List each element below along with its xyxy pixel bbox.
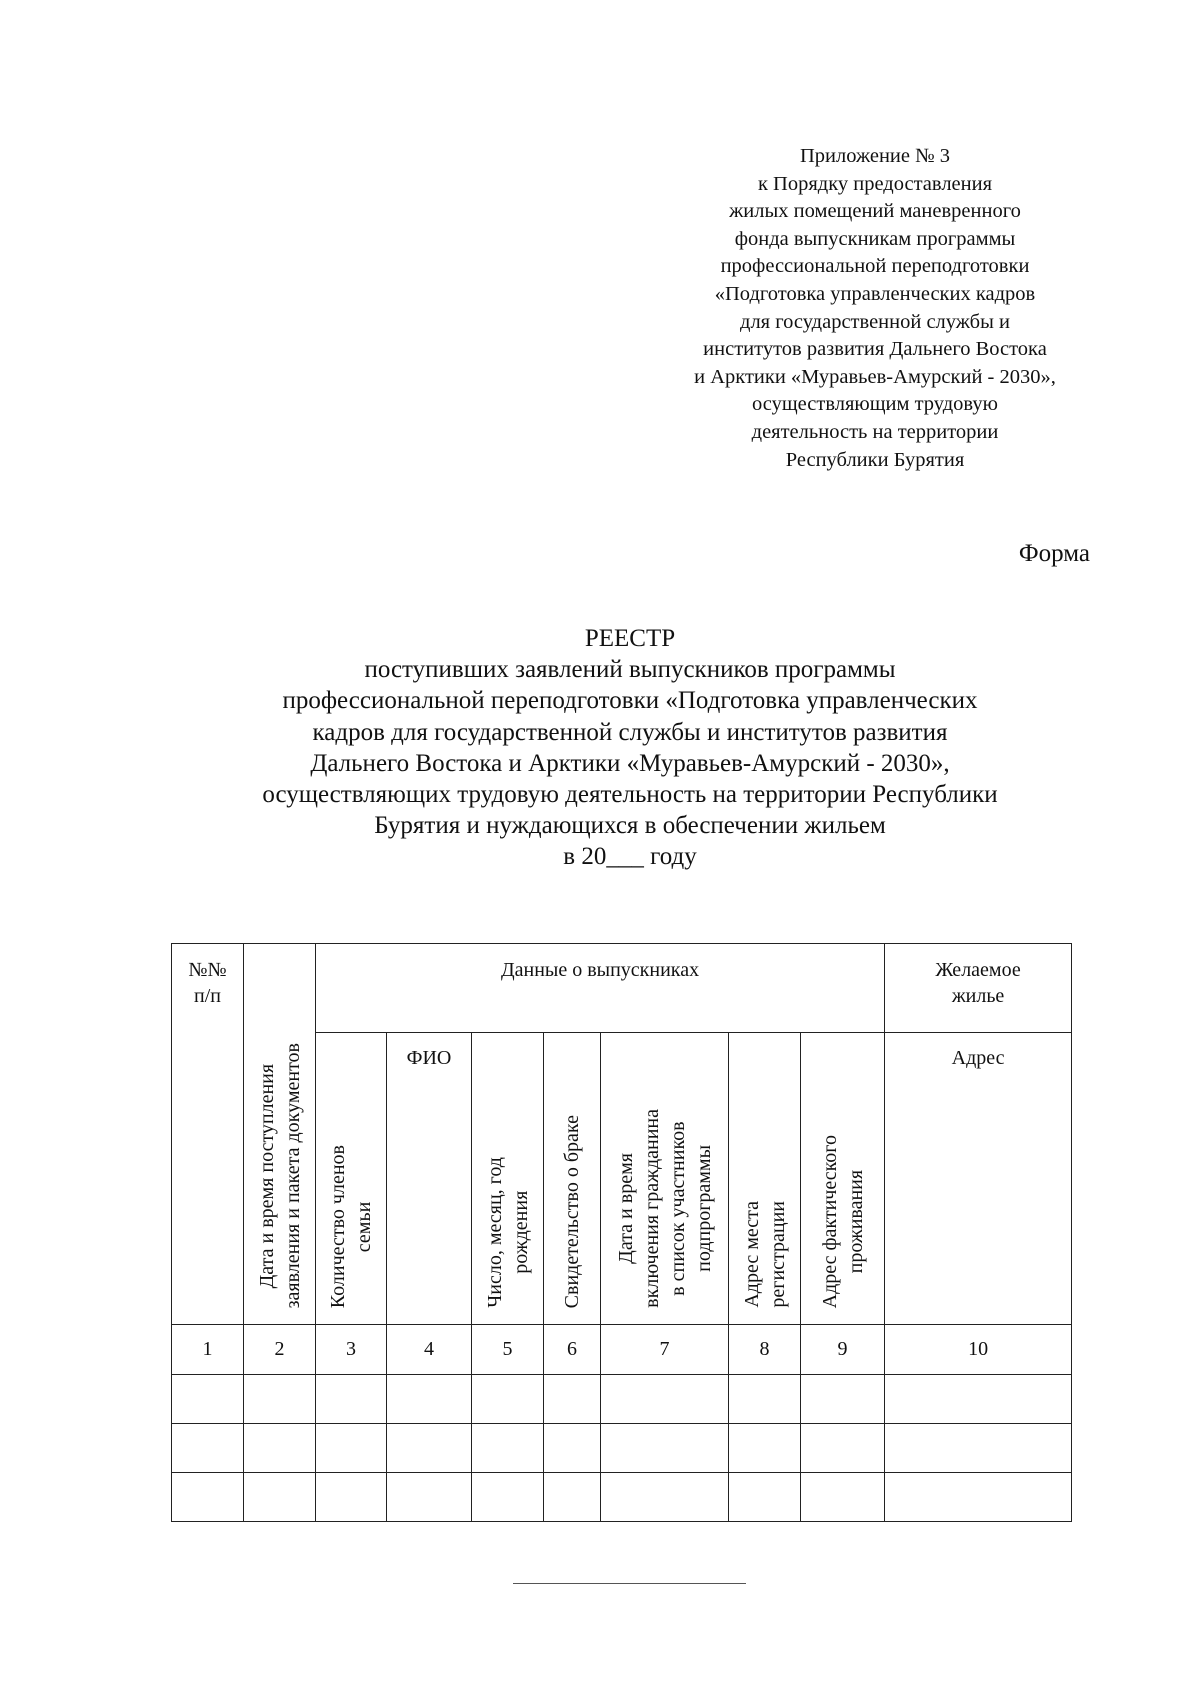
appendix-line: деятельность на территории [751, 420, 999, 443]
appendix-line: жилых помещений маневренного [729, 200, 1021, 223]
table-cell [801, 1424, 885, 1473]
table-cell [387, 1424, 472, 1473]
col-number-header [172, 944, 244, 1325]
table-cell [729, 1375, 801, 1424]
desired-housing-header [885, 944, 1072, 1033]
table-cell [387, 1473, 472, 1522]
table-row [172, 1473, 1072, 1522]
header-line: включения гражданина [640, 1109, 663, 1308]
table-cell [244, 1375, 316, 1424]
appendix-block [640, 143, 1110, 474]
title-line: осуществляющих трудовую деятельность на территории Республики [262, 781, 998, 809]
appendix-line: институтов развития Дальнего Востока [703, 338, 1047, 361]
title-line: в 20___ году [563, 843, 697, 871]
table-cell [601, 1473, 729, 1522]
table-cell [316, 1424, 387, 1473]
title-line: профессиональной переподготовки «Подготовка управленческих [282, 687, 978, 715]
appendix-line: Республики Бурятия [785, 448, 965, 471]
col-reg-address-header [729, 1033, 801, 1325]
column-numbers-row [172, 1325, 1072, 1375]
header-line: №№ [188, 959, 227, 981]
title-line: Дальнего Востока и Арктики «Муравьев-Амурский - 2030», [310, 749, 950, 777]
column-number: 7 [601, 1325, 729, 1375]
table-cell [885, 1375, 1072, 1424]
column-number: 6 [544, 1325, 601, 1375]
col-family-count-header [316, 1033, 387, 1325]
col-fio-header: ФИО [387, 1033, 472, 1325]
table-cell [472, 1424, 544, 1473]
table-cell [729, 1424, 801, 1473]
table-cell [244, 1473, 316, 1522]
footer-divider [513, 1583, 746, 1584]
form-label: Форма [1018, 540, 1090, 567]
column-number: 9 [801, 1325, 885, 1375]
table-cell [472, 1473, 544, 1522]
table-cell [801, 1473, 885, 1522]
title-line: поступивших заявлений выпускников программы [364, 656, 896, 684]
header-line: жилье [951, 985, 1005, 1007]
table-cell [387, 1375, 472, 1424]
col-inclusion-header [601, 1033, 729, 1325]
header-line: Желаемое [935, 959, 1021, 981]
header-line: Адрес места [740, 1201, 763, 1308]
header-line: Дата и время [614, 1153, 637, 1264]
column-number: 5 [472, 1325, 544, 1375]
col-address-header: Адрес [885, 1033, 1072, 1325]
appendix-line: и Арктики «Муравьев-Амурский - 2030», [694, 365, 1056, 388]
table-cell [244, 1424, 316, 1473]
graduates-data-header: Данные о выпускниках [316, 944, 885, 1033]
table-cell [172, 1424, 244, 1473]
registry-table [171, 943, 1072, 1522]
table-cell [544, 1375, 601, 1424]
appendix-line: «Подготовка управленческих кадров [714, 282, 1036, 305]
col-marriage-header [544, 1033, 601, 1325]
title-line: Бурятия и нуждающихся в обеспечении жильем [374, 812, 886, 840]
document-title [150, 623, 1110, 873]
header-line: Дата и время поступления [255, 1063, 278, 1288]
header-line: Число, месяц, год [483, 1157, 506, 1308]
appendix-line: профессиональной переподготовки [720, 255, 1030, 278]
table-row [172, 1424, 1072, 1473]
header-line: подпрограммы [692, 1145, 715, 1273]
header-line: п/п [194, 985, 221, 1007]
header-line: Свидетельство о браке [561, 1114, 583, 1308]
header-line: Количество членов [327, 1144, 349, 1308]
header-line: Адрес фактического [818, 1134, 841, 1308]
appendix-line: фонда выпускникам программы [734, 227, 1016, 250]
col-actual-address-header [801, 1033, 885, 1325]
table-cell [601, 1424, 729, 1473]
table-cell [472, 1375, 544, 1424]
appendix-line: для государственной службы и [740, 310, 1010, 333]
header-line: проживания [844, 1169, 867, 1274]
title-line: кадров для государственной службы и институтов развития [312, 718, 948, 746]
column-number: 1 [172, 1325, 244, 1375]
column-number: 2 [244, 1325, 316, 1375]
header-line: заявления и пакета документов [281, 1042, 304, 1308]
column-number: 4 [387, 1325, 472, 1375]
appendix-line: Приложение № 3 [799, 145, 951, 167]
table-row [172, 1375, 1072, 1424]
header-line: регистрации [766, 1201, 789, 1308]
table-cell [172, 1375, 244, 1424]
column-number: 10 [885, 1325, 1072, 1375]
table-cell [316, 1375, 387, 1424]
table-cell [601, 1375, 729, 1424]
header-line: семьи [353, 1201, 375, 1252]
col-date-received-header [244, 944, 316, 1325]
table-cell [729, 1473, 801, 1522]
table-cell [544, 1473, 601, 1522]
table-cell [544, 1424, 601, 1473]
table-cell [172, 1473, 244, 1522]
header-line: рождения [509, 1191, 532, 1275]
header-line: в список участников [666, 1121, 689, 1296]
column-number: 3 [316, 1325, 387, 1375]
appendix-line: к Порядку предоставления [757, 172, 993, 195]
column-number: 8 [729, 1325, 801, 1375]
table-cell [885, 1424, 1072, 1473]
table-cell [801, 1375, 885, 1424]
appendix-line: осуществляющим трудовую [752, 393, 998, 416]
table-cell [316, 1473, 387, 1522]
col-birth-header [472, 1033, 544, 1325]
table-cell [885, 1473, 1072, 1522]
title-line: РЕЕСТР [584, 625, 676, 652]
